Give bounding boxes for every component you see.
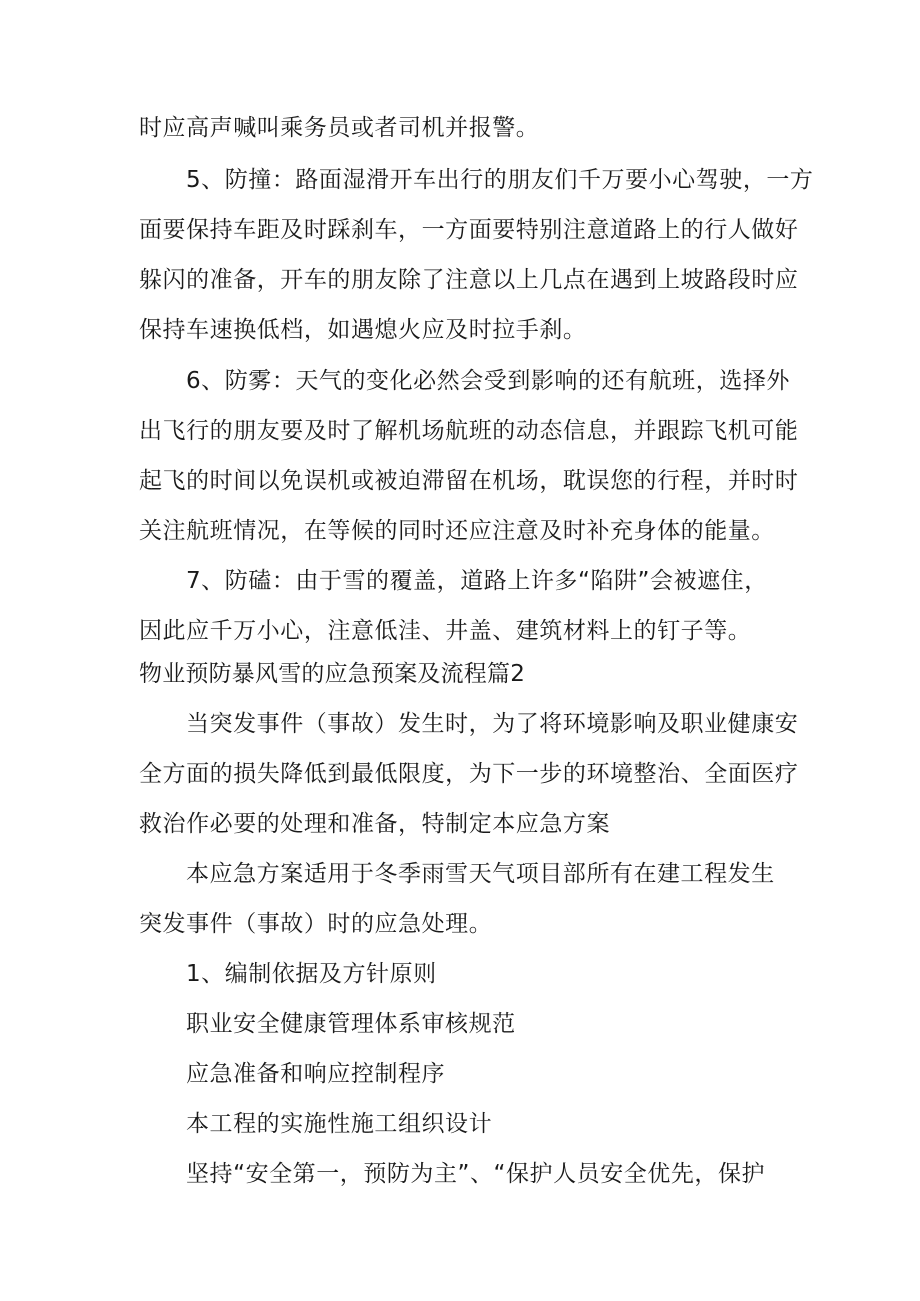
text-line: 时应高声喊叫乘务员或者司机并报警。 — [139, 115, 540, 141]
text-line: 出飞行的朋友要及时了解机场航班的动态信息，并跟踪飞机可能 — [139, 418, 799, 444]
text-line: 突发事件（事故）时的应急处理。 — [139, 911, 493, 937]
text-line: 救治作必要的处理和准备，特制定本应急方案 — [139, 811, 610, 837]
list-item: 应急准备和响应控制程序 — [186, 1061, 446, 1087]
list-item: 职业安全健康管理体系审核规范 — [186, 1011, 516, 1037]
list-heading: 1、编制依据及方针原则 — [186, 961, 437, 987]
text-line: 保持车速换低档，如遇熄火应及时拉手刹。 — [139, 317, 587, 343]
paragraph-first-line: 坚持“安全第一，预防为主”、“保护人员安全优先，保护 — [186, 1161, 766, 1187]
paragraph-first-line: 6、防雾：天气的变化必然会受到影响的还有航班，选择外 — [186, 368, 790, 394]
text-line: 关注航班情况，在等候的同时还应注意及时补充身体的能量。 — [139, 518, 775, 544]
text-line: 起飞的时间以免误机或被迫滞留在机场，耽误您的行程，并时时 — [139, 468, 799, 494]
paragraph-first-line: 本应急方案适用于冬季雨雪天气项目部所有在建工程发生 — [186, 861, 775, 887]
paragraph-first-line: 当突发事件（事故）发生时，为了将环境影响及职业健康安 — [186, 711, 799, 737]
section-heading: 物业预防暴风雪的应急预案及流程篇2 — [139, 661, 526, 687]
text-line: 因此应千万小心，注意低洼、井盖、建筑材料上的钉子等。 — [139, 618, 752, 644]
list-item: 本工程的实施性施工组织设计 — [186, 1111, 493, 1137]
text-line: 全方面的损失降低到最低限度，为下一步的环境整治、全面医疗 — [139, 761, 799, 787]
text-line: 面要保持车距及时踩刹车，一方面要特别注意道路上的行人做好 — [139, 217, 799, 243]
paragraph-first-line: 5、防撞：路面湿滑开车出行的朋友们千万要小心驾驶，一方 — [186, 167, 814, 193]
paragraph-first-line: 7、防磕：由于雪的覆盖，道路上许多“陷阱”会被遮住， — [186, 568, 768, 594]
text-line: 躲闪的准备，开车的朋友除了注意以上几点在遇到上坡路段时应 — [139, 267, 799, 293]
